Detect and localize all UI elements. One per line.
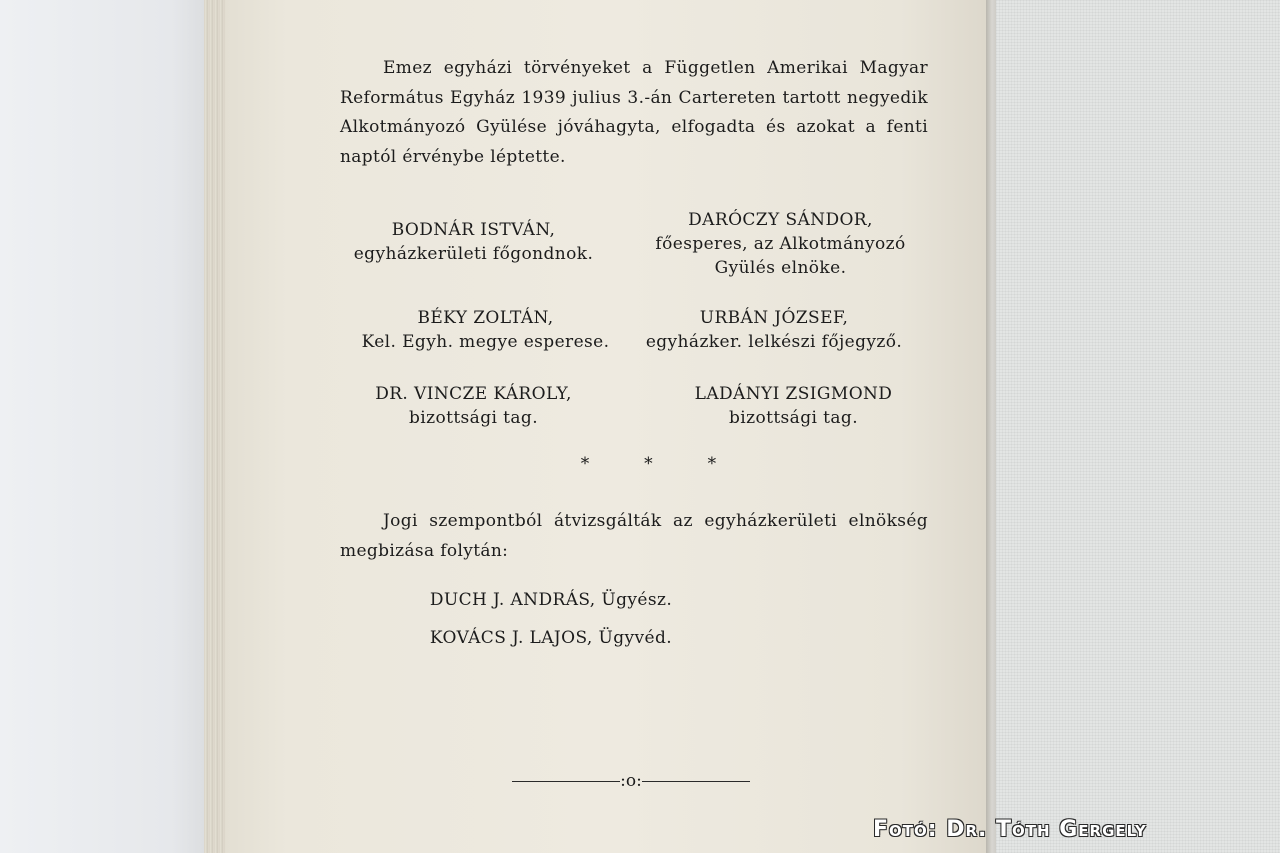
signatory-title: főesperes, az Alkotmányozó [655, 234, 906, 254]
signatory-beky [338, 306, 633, 354]
star: * [580, 454, 590, 474]
divider-rule-left [512, 781, 620, 782]
separator-stars [556, 454, 741, 474]
star: * [707, 454, 717, 474]
book-page [226, 0, 992, 853]
signatory-daroczy [628, 208, 933, 280]
signatory-name: URBÁN JÓZSEF, [699, 308, 849, 328]
signatory-title: Kel. Egyh. megye esperese. [361, 332, 610, 352]
approval-paragraph: Emez egyházi törvényeket a Független Amerikai Magyar Református Egyház 1939 julius 3.-án Cartereten tartott negyedik Alkotmányozó Gyülése jóváhagyta, elfogadta és azokat a fenti naptól érvénybe léptette. [340, 58, 928, 167]
signatory-vincze [336, 382, 611, 430]
signatory-title: bizottsági tag. [728, 408, 858, 428]
lawyer-duch: DUCH J. ANDRÁS, Ügyész. [429, 590, 673, 610]
star: * [644, 454, 653, 474]
signatory-title: egyházker. lelkészi főjegyző. [645, 332, 903, 352]
signatory-ladanyi [656, 382, 931, 430]
signatory-name: BODNÁR ISTVÁN, [391, 220, 556, 240]
divider-mark: :o: [620, 771, 642, 791]
signatory-name: LADÁNYI ZSIGMOND [694, 384, 893, 404]
signatory-title: bizottsági tag. [408, 408, 538, 428]
divider-rule-right [642, 781, 750, 782]
signatory-title-line-2: Gyülés elnöke. [714, 258, 847, 278]
signatory-bodnar [336, 218, 611, 266]
closing-divider [506, 771, 756, 791]
signatory-name: BÉKY ZOLTÁN, [417, 308, 554, 328]
signatory-urban [624, 306, 924, 354]
signatory-name: DARÓCZY SÁNDOR, [688, 210, 873, 230]
signatory-name: DR. VINCZE KÁROLY, [375, 384, 572, 404]
signatory-title: egyházkerületi főgondnok. [353, 244, 594, 264]
book-cover [996, 0, 1280, 853]
lawyer-kovacs: KOVÁCS J. LAJOS, Ügyvéd. [429, 628, 673, 648]
background-surface [0, 0, 214, 853]
photo-credit: Fotó: Dr. Tóth Gergely [873, 817, 1147, 842]
legal-review-paragraph: Jogi szempontból átvizsgálták az egyházkerületi elnökség megbizása folytán: [340, 511, 928, 561]
